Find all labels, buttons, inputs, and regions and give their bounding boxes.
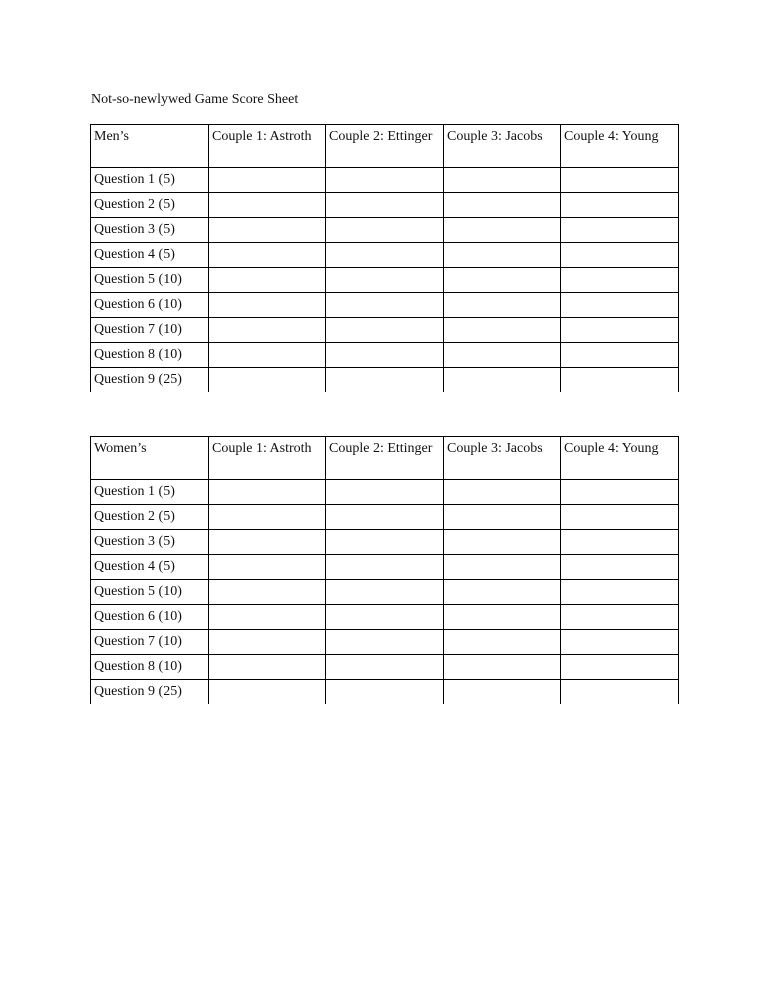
table-row [91,318,679,343]
score-cell [209,630,326,655]
score-cell [209,555,326,580]
table-row [91,218,679,243]
couple-header-cell: Couple 2: Ettinger [326,437,444,480]
score-cell [444,193,561,218]
score-cell [209,580,326,605]
score-cell [444,293,561,318]
table-row [91,193,679,218]
score-cell [209,530,326,555]
table-row [91,480,679,505]
score-cell [326,318,444,343]
score-cell [561,580,679,605]
score-cell [561,680,679,705]
score-cell [326,480,444,505]
score-cell [326,193,444,218]
score-cell [209,680,326,705]
score-cell [326,530,444,555]
score-cell [326,680,444,705]
score-cell [444,480,561,505]
score-cell [209,268,326,293]
table-row [91,243,679,268]
score-cell [209,480,326,505]
question-label-cell: Question 1 (5) [91,480,209,505]
score-cell [444,168,561,193]
question-label-cell: Question 6 (10) [91,605,209,630]
question-label-cell: Question 8 (10) [91,655,209,680]
score-cell [326,243,444,268]
couple-header-cell: Couple 2: Ettinger [326,125,444,168]
table-row [91,630,679,655]
score-cell [209,318,326,343]
score-cell [209,505,326,530]
score-cell [326,555,444,580]
table-row [91,655,679,680]
couple-header-cell: Couple 4: Young [561,437,679,480]
score-cell [561,605,679,630]
question-label-cell: Question 3 (5) [91,530,209,555]
question-label-cell: Question 4 (5) [91,243,209,268]
score-cell [444,605,561,630]
table-row [91,268,679,293]
score-cell [444,630,561,655]
score-cell [209,368,326,393]
section-header-cell: Women’s [91,437,209,480]
score-cell [326,218,444,243]
score-cell [444,243,561,268]
score-cell [561,630,679,655]
document-title: Not-so-newlywed Game Score Sheet [91,92,299,107]
score-cell [561,268,679,293]
score-cell [561,293,679,318]
question-label-cell: Question 7 (10) [91,318,209,343]
question-label-cell: Question 1 (5) [91,168,209,193]
table-row [91,680,679,705]
question-label-cell: Question 2 (5) [91,193,209,218]
score-cell [444,343,561,368]
score-cell [561,555,679,580]
score-cell [561,193,679,218]
score-cell [209,168,326,193]
question-label-cell: Question 9 (25) [91,368,209,393]
question-label-cell: Question 9 (25) [91,680,209,705]
womens-score-table [90,436,679,704]
score-cell [326,368,444,393]
score-cell [444,580,561,605]
score-cell [444,268,561,293]
score-cell [326,268,444,293]
score-cell [444,368,561,393]
score-cell [209,343,326,368]
score-cell [561,168,679,193]
couple-header-cell: Couple 3: Jacobs [444,437,561,480]
table-row [91,168,679,193]
score-cell [444,530,561,555]
couple-header-cell: Couple 3: Jacobs [444,125,561,168]
couple-header-cell: Couple 4: Young [561,125,679,168]
score-cell [326,505,444,530]
score-cell [326,343,444,368]
score-cell [561,505,679,530]
couple-header-cell: Couple 1: Astroth [209,125,326,168]
table-row [91,580,679,605]
table-header-row [91,125,679,168]
section-header-cell: Men’s [91,125,209,168]
score-cell [209,218,326,243]
score-cell [326,168,444,193]
score-cell [444,505,561,530]
couple-header-cell: Couple 1: Astroth [209,437,326,480]
score-cell [444,218,561,243]
score-cell [561,530,679,555]
score-cell [326,655,444,680]
score-cell [444,655,561,680]
score-cell [561,318,679,343]
score-cell [444,318,561,343]
score-cell [209,243,326,268]
question-label-cell: Question 5 (10) [91,580,209,605]
score-cell [444,680,561,705]
table-row [91,343,679,368]
question-label-cell: Question 2 (5) [91,505,209,530]
question-label-cell: Question 5 (10) [91,268,209,293]
score-cell [209,655,326,680]
score-cell [561,480,679,505]
score-cell [326,293,444,318]
score-cell [209,193,326,218]
table-header-row [91,437,679,480]
question-label-cell: Question 6 (10) [91,293,209,318]
table-row [91,293,679,318]
score-cell [561,343,679,368]
score-cell [209,293,326,318]
score-cell [561,368,679,393]
score-cell [209,605,326,630]
question-label-cell: Question 4 (5) [91,555,209,580]
table-row [91,368,679,393]
mens-score-table [90,124,679,392]
question-label-cell: Question 7 (10) [91,630,209,655]
score-cell [326,605,444,630]
table-row [91,530,679,555]
question-label-cell: Question 3 (5) [91,218,209,243]
question-label-cell: Question 8 (10) [91,343,209,368]
table-row [91,555,679,580]
table-row [91,605,679,630]
score-cell [561,243,679,268]
table-row [91,505,679,530]
score-cell [444,555,561,580]
score-cell [326,630,444,655]
score-cell [561,655,679,680]
score-cell [561,218,679,243]
score-cell [326,580,444,605]
